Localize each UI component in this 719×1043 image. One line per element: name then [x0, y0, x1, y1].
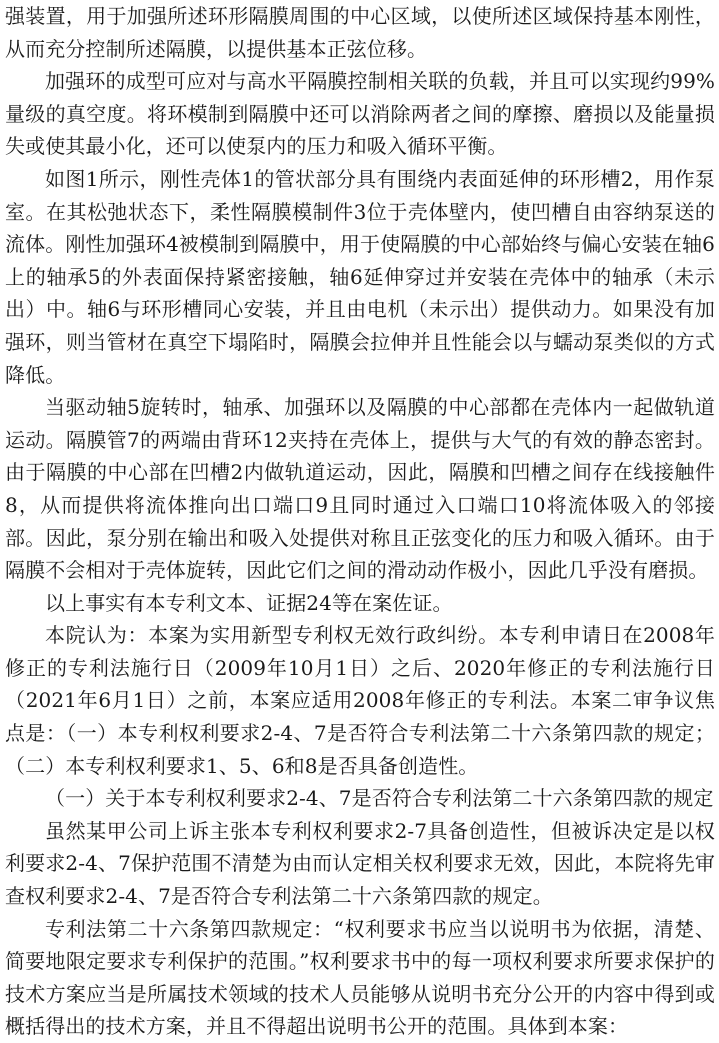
paragraph-1: 强装置，用于加强所述环形隔膜周围的中心区域，以使所述区域保持基本刚性，从而充分控制所述隔膜，以提供基本正弦位移。 — [5, 4, 715, 61]
paragraph-8: 专利法第二十六条第四款规定：“权利要求书应当以说明书为依据，清楚、简要地限定要求专利保护的范围。”权利要求书中的每一项权利要求所要求保护的技术方案应当是所属技术领域的技术人员能够从说明书充分公开的内容中得到或概括得出的技术方案，并且不得超出说明书公开的范围。具体到本案： — [5, 916, 715, 1039]
paragraph-5: 以上事实有本专利文本、证据24等在案佐证。 — [45, 590, 453, 615]
paragraph-3: 如图1所示，刚性壳体1的管状部分具有围绕内表面延伸的环形槽2，用作泵室。在其松弛状态下，柔性隔膜模制件3位于壳体壁内，使凹槽自由容纳泵送的流体。刚性加强环4被模制到隔膜中，用于使隔膜的中心部始终与偏心安装在轴6上的轴承5的外表面保持紧密接触，轴6延伸穿过并安装在壳体中的轴承（未示出）中。轴6与环形槽同心安装，并且由电机（未示出）提供动力。如果没有加强环，则当管材在真空下塌陷时，隔膜会拉伸并且性能会以与蠕动泵类似的方式降低。 — [5, 166, 715, 387]
paragraph-4: 当驱动轴5旋转时，轴承、加强环以及隔膜的中心部都在壳体内一起做轨道运动。隔膜管7的两端由背环12夹持在壳体上，提供与大气的有效的静态密封。由于隔膜的中心部在凹槽2内做轨道运动，因此，隔膜和凹槽之间存在线接触件8，从而提供将流体推向出口端口9且同时通过入口端口10将流体吸入的邻接部。因此，泵分别在输出和吸入处提供对称且正弦变化的压力和吸入循环。由于隔膜不会相对于壳体旋转，因此它们之间的滑动动作极小，因此几乎没有磨损。 — [5, 395, 715, 583]
document-body — [5, 0, 715, 1043]
paragraph-6: 本院认为：本案为实用新型专利权无效行政纠纷。本专利申请日在2008年修正的专利法施行日（2009年10月1日）之后、2020年修正的专利法施行日（2021年6月1日）之前，本案应适用2008年修正的专利法。本案二审争议焦点是：（一）本专利权利要求2-4、7是否符合专利法第二十六条第四款的规定；（二）本专利权利要求1、5、6和8是否具备创造性。 — [5, 623, 715, 778]
paragraph-2: 加强环的成型可应对与高水平隔膜控制相关联的负载，并且可以实现约99%量级的真空度。将环模制到隔膜中还可以消除两者之间的摩擦、磨损以及能量损失或使其最小化，还可以使泵内的压力和吸入循环平衡。 — [5, 69, 715, 159]
section-heading-1: （一）关于本专利权利要求2-4、7是否符合专利法第二十六条第四款的规定 — [45, 786, 714, 811]
paragraph-7: 虽然某甲公司上诉主张本专利权利要求2-7具备创造性，但被诉决定是以权利要求2-4、7保护范围不清楚为由而认定相关权利要求无效，因此，本院将先审查权利要求2-4、7是否符合专利法第二十六条第四款的规定。 — [5, 818, 715, 909]
